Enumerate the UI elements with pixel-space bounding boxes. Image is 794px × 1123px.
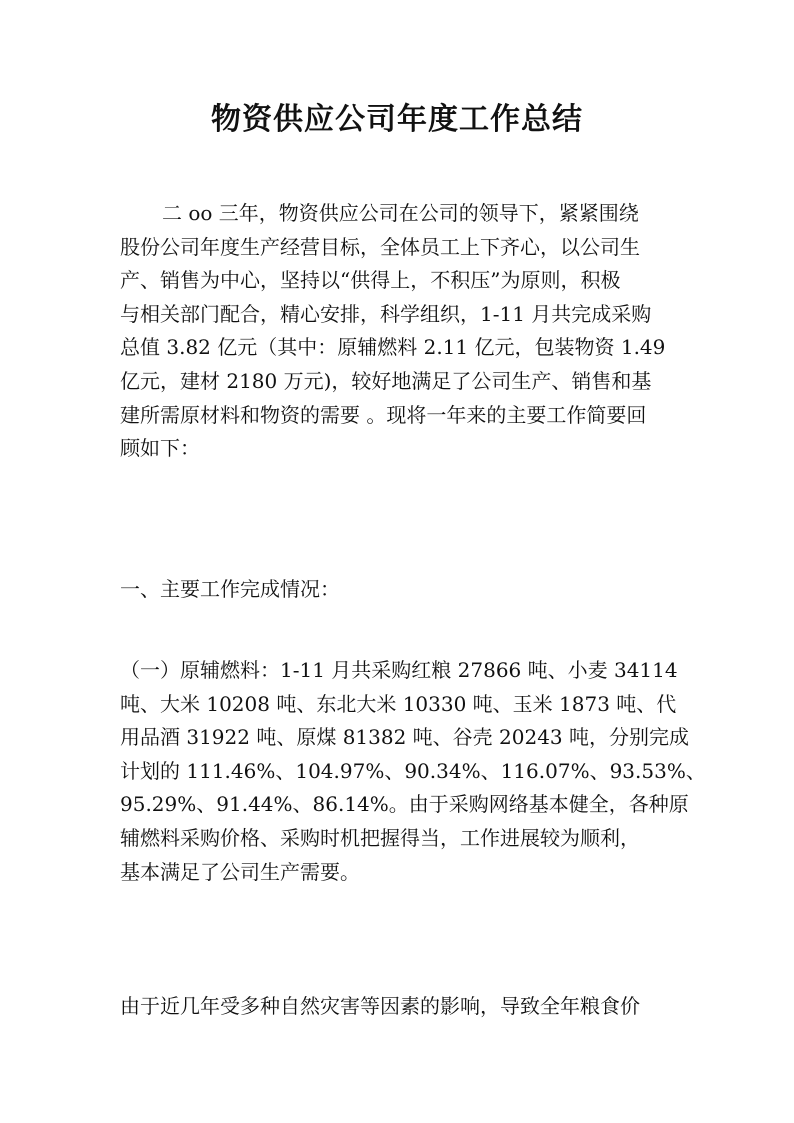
text-line: 产、销售为中心，坚持以“供得上，不积压”为原则，积极 [120, 268, 621, 293]
section-heading-text: 一、主要工作完成情况： [120, 577, 340, 601]
raw-materials-paragraph [120, 654, 706, 889]
text-line: 与相关部门配合，精心安排，科学组织，1-11 月共完成采购 [120, 301, 652, 326]
grain-price-paragraph [120, 990, 680, 1024]
section-heading [120, 573, 680, 607]
text-line: 95.29%、91.44%、86.14%。由于采购网络基本健全，各种原 [120, 792, 689, 817]
text-line: 建所需原材料和物资的需要 。现将一年来的主要工作简要回 [120, 402, 647, 427]
text-line: 由于近几年受多种自然灾害等因素的影响，导致全年粮食价 [120, 994, 640, 1018]
text-line: 基本满足了公司生产需要。 [120, 859, 360, 884]
text-line: 辅燃料采购价格、采购时机把握得当，工作进展较为顺利， [120, 825, 640, 850]
text-line: 计划的 111.46%、104.97%、90.34%、116.07%、93.53%、 [120, 758, 706, 783]
text-line: 股份公司年度生产经营目标，全体员工上下齐心，以公司生 [120, 234, 640, 259]
document-title: 物资供应公司年度工作总结 [211, 102, 583, 137]
text-line: 用品酒 31922 吨、原煤 81382 吨、谷壳 20243 吨，分别完成 [120, 725, 690, 750]
text-line: （一）原辅燃料：1-11 月共采购红粮 27866 吨、小麦 34114 [120, 658, 678, 682]
text-line: 总值 3.82 亿元（其中：原辅燃料 2.11 亿元，包装物资 1.49 [120, 335, 666, 360]
text-line: 吨、大米 10208 吨、东北大米 10330 吨、玉米 1873 吨、代 [120, 691, 677, 716]
text-line: 顾如下： [120, 436, 200, 461]
text-line: 亿元，建材 2180 万元)，较好地满足了公司生产、销售和基 [120, 368, 652, 393]
intro-paragraph [120, 197, 680, 466]
text-line: 二 oo 三年，物资供应公司在公司的领导下，紧紧围绕 [162, 201, 639, 225]
